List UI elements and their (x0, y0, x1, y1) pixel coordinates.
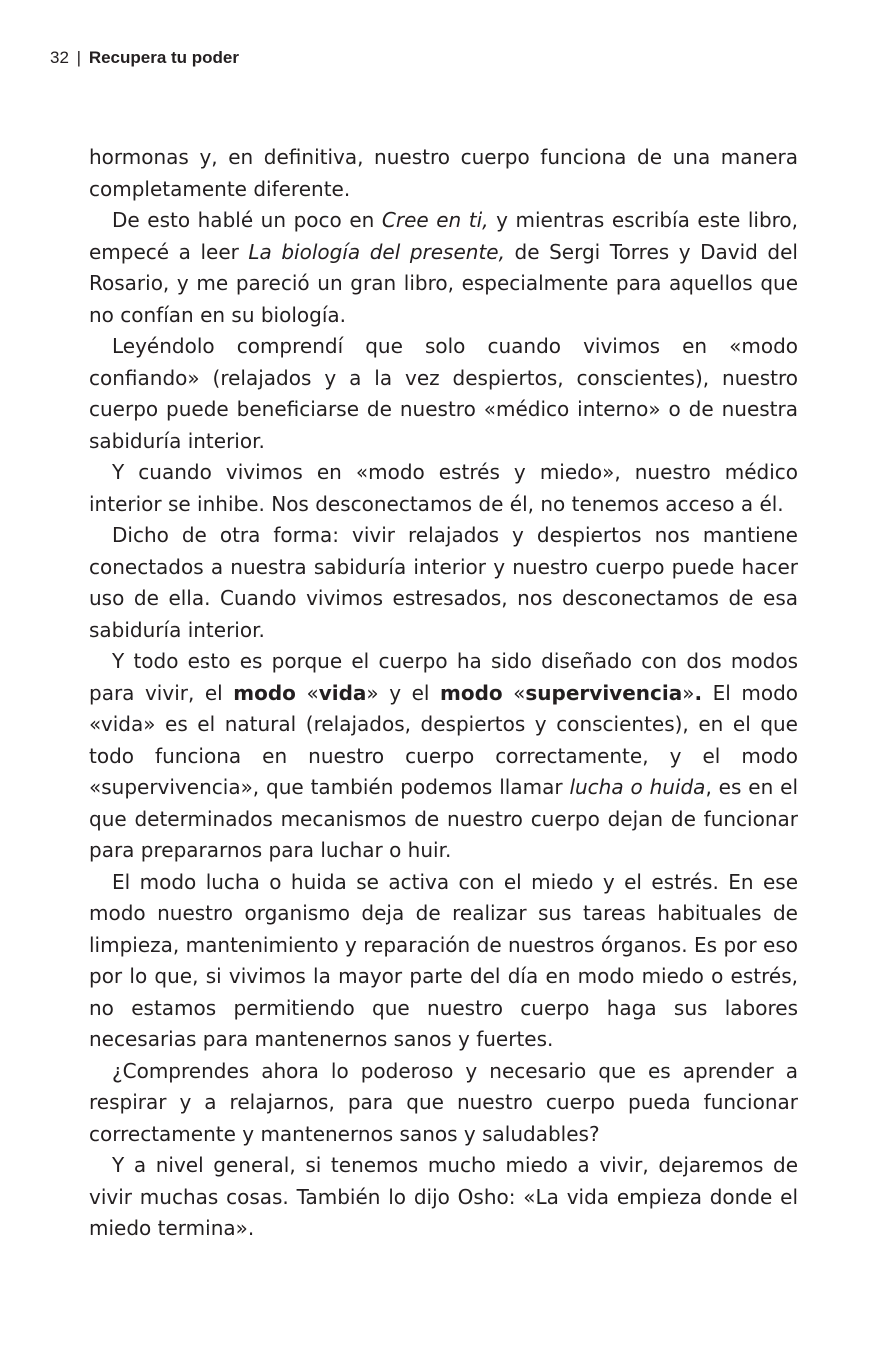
paragraph: Y cuando vivimos en «modo estrés y miedo», nuestro médico interior se inhibe. Nos desconectamos de él, no tenemos acceso a él. (89, 460, 798, 516)
book-title-cree-en-ti: Cree en ti, (381, 208, 489, 232)
paragraph (89, 646, 798, 867)
bold-term: . (694, 680, 703, 705)
paragraph-text: y mientras escribía este libro, empecé a leer (89, 208, 799, 264)
paragraph: hormonas y, en definitiva, nuestro cuerpo funciona de una manera completamente diferente. (89, 145, 798, 201)
header-separator: | (76, 48, 82, 67)
page-number: 32 (50, 48, 69, 67)
book-title-biologia-del-presente: La biología del presente, (248, 239, 505, 264)
paragraph-text: » y el (366, 680, 440, 705)
paragraph-text: , es en el que determinados mecanismos de nuestro cuerpo dejan de funcionar para prepararnos para luchar o huir. (89, 775, 799, 862)
paragraph-text: « (502, 680, 526, 705)
bold-term: vida (318, 680, 367, 705)
bold-term: modo (233, 680, 296, 705)
body-text (89, 142, 798, 1245)
paragraph: ¿Comprendes ahora lo poderoso y necesario que es aprender a respirar y a relajarnos, para que nuestro cuerpo pueda funcionar correctamente y mantenernos sanos y saludables? (89, 1058, 798, 1146)
paragraph (89, 205, 798, 331)
paragraph: El modo lucha o huida se activa con el miedo y el estrés. En ese modo nuestro organismo deja de realizar sus tareas habituales de limpieza, mantenimiento y reparación de nuestros órganos. Es por eso por lo que, si vivimos la mayor parte del día en modo miedo o estrés, no estamos permitiendo que nuestro cuerpo haga sus labores necesarias para mantenernos sanos y fuertes. (89, 869, 798, 1051)
paragraph: Dicho de otra forma: vivir relajados y despiertos nos mantiene conectados a nuestra sabiduría interior y nuestro cuerpo puede hacer uso de ella. Cuando vivimos estresados, nos desconectamos de esa sabiduría interior. (89, 523, 798, 642)
paragraph-text: » (682, 680, 695, 705)
paragraph-text: De esto hablé un poco en (112, 208, 382, 232)
paragraph-text: El modo «vida» es el natural (relajados, despiertos y conscientes), en el que todo funciona en nuestro cuerpo correctamente, y el modo «supervivencia», que también podemos llamar (89, 680, 799, 799)
paragraph-text: « (295, 680, 319, 705)
paragraph-text: Y todo esto es porque el cuerpo ha sido diseñado con dos modos para vivir, el (89, 649, 798, 705)
paragraph: Y a nivel general, si tenemos mucho miedo a vivir, dejaremos de vivir muchas cosas. También lo dijo Osho: «La vida empieza donde el miedo termina». (89, 1153, 798, 1240)
bold-term: modo (439, 680, 503, 705)
book-title: Recupera tu poder (88, 48, 240, 67)
paragraph-text: de Sergi Torres y David del Rosario, y me pareció un gran libro, especialmente para aquellos que no confían en su biología. (89, 239, 798, 327)
italic-term: lucha o huida (569, 775, 706, 799)
bold-term: supervivencia (525, 680, 683, 705)
paragraph: Leyéndolo comprendí que solo cuando vivimos en «modo confiando» (relajados y a la vez despiertos, conscientes), nuestro cuerpo puede beneficiarse de nuestro «médico interno» o de nuestra sabiduría interior. (89, 334, 798, 453)
running-header (50, 48, 239, 68)
